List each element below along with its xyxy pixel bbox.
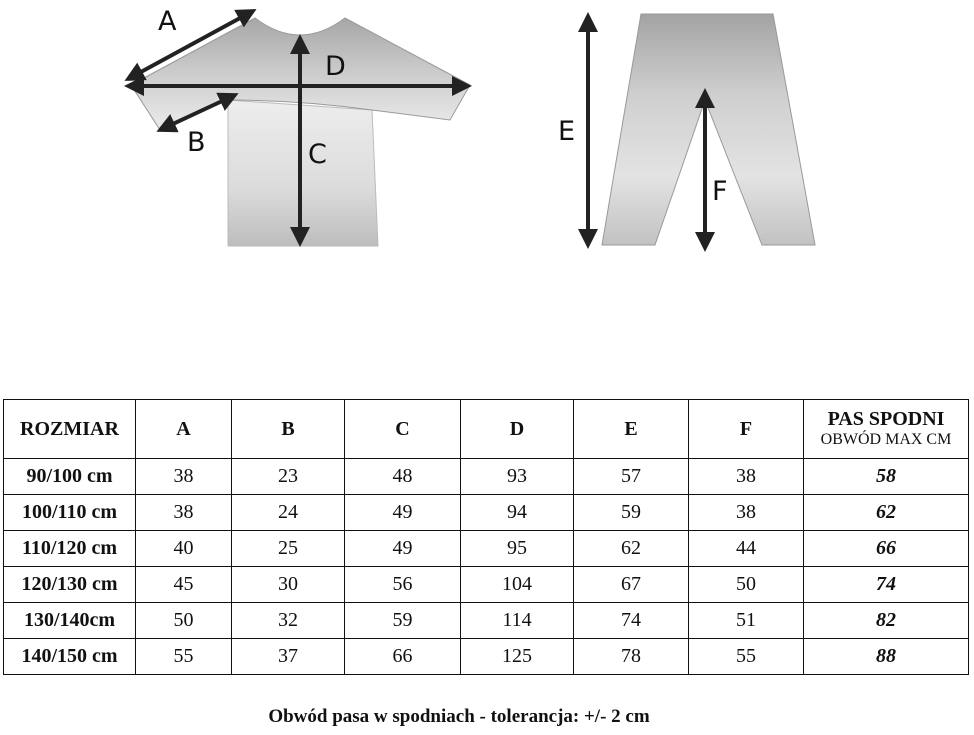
waist-header-subtitle: OBWÓD MAX CM <box>820 431 952 448</box>
col-header-a: A <box>136 400 232 459</box>
cell-b: 32 <box>232 603 345 639</box>
cell-a: 38 <box>136 459 232 495</box>
col-header-f: F <box>689 400 804 459</box>
cell-a: 50 <box>136 603 232 639</box>
size-table <box>3 399 969 675</box>
cell-c: 59 <box>345 603 461 639</box>
cell-size: 140/150 cm <box>4 639 136 675</box>
col-header-waist <box>804 400 969 459</box>
cell-c: 56 <box>345 567 461 603</box>
col-header-b: B <box>232 400 345 459</box>
col-header-d: D <box>461 400 574 459</box>
cell-b: 24 <box>232 495 345 531</box>
table-row <box>4 495 969 531</box>
cell-a: 40 <box>136 531 232 567</box>
cell-f: 55 <box>689 639 804 675</box>
cell-a: 45 <box>136 567 232 603</box>
cell-b: 37 <box>232 639 345 675</box>
cell-waist: 88 <box>804 639 969 675</box>
cell-size: 100/110 cm <box>4 495 136 531</box>
cell-f: 50 <box>689 567 804 603</box>
cell-d: 93 <box>461 459 574 495</box>
tolerance-footnote: Obwód pasa w spodniach - tolerancja: +/- 2 cm <box>268 706 650 727</box>
cell-b: 23 <box>232 459 345 495</box>
label-f: F <box>712 176 728 207</box>
cell-a: 55 <box>136 639 232 675</box>
cell-f: 38 <box>689 495 804 531</box>
label-a: A <box>158 6 177 37</box>
cell-f: 51 <box>689 603 804 639</box>
cell-b: 30 <box>232 567 345 603</box>
label-d: D <box>325 51 346 82</box>
table-row <box>4 639 969 675</box>
table-header-row <box>4 400 969 459</box>
cell-waist: 82 <box>804 603 969 639</box>
cell-size: 110/120 cm <box>4 531 136 567</box>
cell-a: 38 <box>136 495 232 531</box>
cell-waist: 58 <box>804 459 969 495</box>
cell-b: 25 <box>232 531 345 567</box>
cell-f: 44 <box>689 531 804 567</box>
cell-c: 49 <box>345 495 461 531</box>
label-e: E <box>558 116 576 147</box>
table-row <box>4 603 969 639</box>
cell-e: 78 <box>574 639 689 675</box>
cell-e: 57 <box>574 459 689 495</box>
cell-e: 62 <box>574 531 689 567</box>
cell-c: 49 <box>345 531 461 567</box>
cell-e: 67 <box>574 567 689 603</box>
cell-size: 120/130 cm <box>4 567 136 603</box>
table-row <box>4 531 969 567</box>
cell-size: 130/140cm <box>4 603 136 639</box>
cell-f: 38 <box>689 459 804 495</box>
table-row <box>4 567 969 603</box>
cell-c: 66 <box>345 639 461 675</box>
cell-e: 74 <box>574 603 689 639</box>
cell-d: 114 <box>461 603 574 639</box>
cell-d: 104 <box>461 567 574 603</box>
cell-waist: 62 <box>804 495 969 531</box>
cell-d: 94 <box>461 495 574 531</box>
cell-e: 59 <box>574 495 689 531</box>
shirt-figure <box>128 6 470 246</box>
cell-d: 95 <box>461 531 574 567</box>
col-header-size: ROZMIAR <box>4 400 136 459</box>
waist-header-title: PAS SPODNI <box>827 408 945 430</box>
label-b: B <box>187 127 206 158</box>
table-row <box>4 459 969 495</box>
pants-figure <box>558 14 815 248</box>
cell-waist: 74 <box>804 567 969 603</box>
cell-size: 90/100 cm <box>4 459 136 495</box>
cell-waist: 66 <box>804 531 969 567</box>
cell-d: 125 <box>461 639 574 675</box>
col-header-c: C <box>345 400 461 459</box>
col-header-e: E <box>574 400 689 459</box>
label-c: C <box>308 139 327 170</box>
cell-c: 48 <box>345 459 461 495</box>
